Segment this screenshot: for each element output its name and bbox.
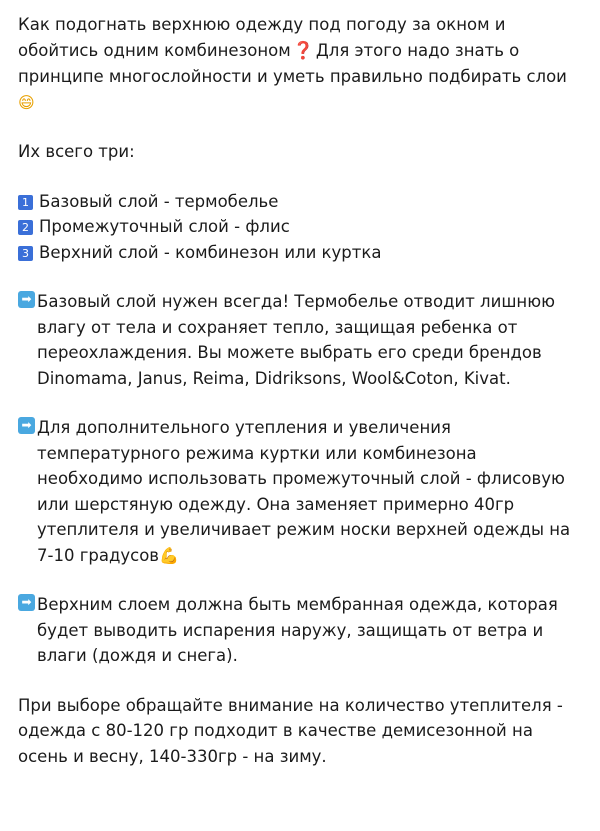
top-layer-paragraph [18,592,582,669]
right-arrow-icon: ➡ [18,291,35,308]
intro-paragraph [18,12,582,115]
layer-label: Промежуточный слой - флис [39,217,290,236]
number-two-icon: 2 [18,220,33,235]
top-layer-text: Верхним слоем должна быть мембранная одежда, которая будет выводить испарения наружу, защищать от ветра и влаги (дождя и снега). [37,595,558,665]
right-arrow-icon: ➡ [18,417,35,434]
list-item [18,189,582,215]
base-layer-paragraph [18,289,582,391]
right-arrow-icon: ➡ [18,594,35,611]
final-paragraph: При выборе обращайте внимание на количество утеплителя - одежда с 80-120 гр подходит в качестве демисезонной на осень и весну, 140-330гр - на зиму. [18,695,563,766]
layer-label: Базовый слой - термобелье [39,191,279,211]
layers-list [18,189,582,266]
intro-text-a: Как подогнать верхнюю одежду под погоду за окном и обойтись одним комбинезоном [18,15,506,60]
flexed-biceps-icon: 💪 [159,545,179,565]
number-one-icon: 1 [18,195,33,210]
layer-label: Верхний слой - комбинезон или куртка [39,242,382,262]
count-line: Их всего три: [18,142,135,161]
question-mark-icon: ❓ [292,40,314,61]
middle-layer-paragraph [18,415,582,568]
intro-text-b: Для этого надо знать о принципе многослойности и уметь правильно подбирать слои [18,40,567,86]
middle-layer-text-a: Для дополнительного утепления и увеличения температурного режима куртки или комбинезона необходимо использовать промежуточный слой - флисовую или шерстяную одежду. Она заменяет примерно 40гр утеплителя и увеличивает режим носки верхней одежды на 7-10 градусов [37,418,571,565]
number-three-icon: 3 [18,246,33,261]
middle-layer-text [37,415,582,568]
list-item [18,214,582,240]
smiling-face-icon: 😄 [18,92,35,112]
base-layer-text: Базовый слой нужен всегда! Термобелье отводит лишнюю влагу от тела и сохраняет тепло, защищая ребенка от переохлаждения. Вы можете выбрать его среди брендов Dinomama, Janus, Reima, Didriksons, Wool&Coton, Kivat. [37,292,555,388]
list-item [18,240,582,266]
